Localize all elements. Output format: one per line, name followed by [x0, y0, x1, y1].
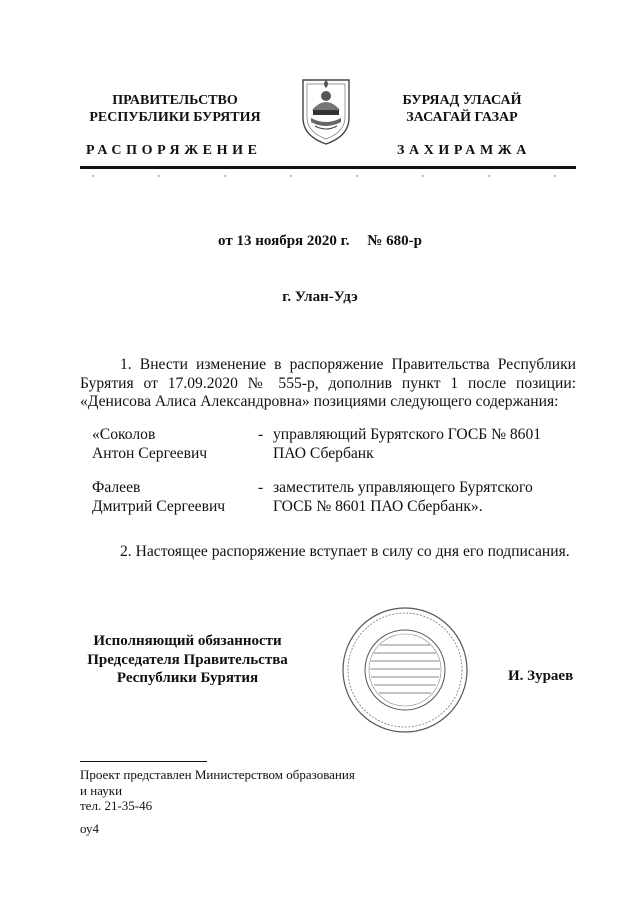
header-dotted-divider: [80, 172, 576, 180]
signer-name: И. Зураев: [508, 668, 574, 684]
entry-dash: -: [258, 426, 264, 443]
signatory-title: [80, 632, 295, 688]
official-seal-icon: [340, 605, 470, 735]
paragraph-2: 2. Настоящее распоряжение вступает в силу со дня его подписания.: [120, 543, 570, 560]
footer-line2: и науки: [80, 782, 123, 798]
appointee-entry: [80, 426, 576, 466]
footer-note: [80, 767, 355, 814]
header-right-block: [372, 92, 552, 126]
appointee-given-names: Антон Сергеевич: [92, 444, 208, 462]
appointee-surname: «Соколов: [92, 426, 156, 443]
footer-divider: [80, 761, 207, 762]
header-left-line2: РЕСПУБЛИКИ БУРЯТИЯ: [89, 110, 261, 125]
document-city: г. Улан-Удэ: [282, 289, 358, 305]
footer-line1: Проект представлен Министерством образования: [80, 767, 355, 782]
document-code: оу4: [80, 821, 100, 836]
coat-of-arms-emblem-icon: [299, 74, 353, 146]
paragraph-1: 1. Внести изменение в распоряжение Правительства Республики Бурятия от 17.09.2020 № 555-р, дополнив пункт 1 после позиции: «Денисова Алиса Александровна» позициями следующего содержания:: [80, 356, 576, 410]
footer-phone: тел. 21-35-46: [80, 798, 153, 813]
signatory-title-line3: Республики Бурятия: [116, 670, 259, 686]
appointee-name: [92, 479, 257, 516]
appointee-role: заместитель управляющего Бурятского ГОСБ № 8601 ПАО Сбербанк».: [273, 479, 533, 515]
appointee-given-names: Дмитрий Сергеевич: [92, 497, 226, 515]
header-left-block: [80, 92, 270, 126]
document-date-line: [0, 233, 640, 250]
appointee-entry: [80, 479, 576, 519]
appointee-name: [92, 426, 257, 463]
header-right-line2: ЗАСАГАЙ ГАЗАР: [406, 110, 518, 125]
order-title-bua: ЗАХИРАМЖА: [397, 143, 531, 158]
appointee-surname: Фалеев: [92, 479, 141, 496]
entry-dash: -: [258, 479, 264, 496]
signatory-title-line1: Исполняющий обязанности: [93, 633, 282, 649]
signatory-title-line2: Председателя Правительства: [87, 651, 288, 668]
header-divider: [80, 166, 576, 169]
appointee-role: управляющий Бурятского ГОСБ № 8601 ПАО Сбербанк: [273, 426, 542, 462]
header-right-line1: БУРЯАД УЛАСАЙ: [402, 93, 522, 108]
document-number: № 680-р: [367, 233, 422, 249]
order-title-ru: РАСПОРЯЖЕНИЕ: [86, 143, 262, 158]
header-left-line1: ПРАВИТЕЛЬСТВО: [112, 93, 238, 108]
document-date: от 13 ноября 2020 г.: [218, 233, 350, 249]
